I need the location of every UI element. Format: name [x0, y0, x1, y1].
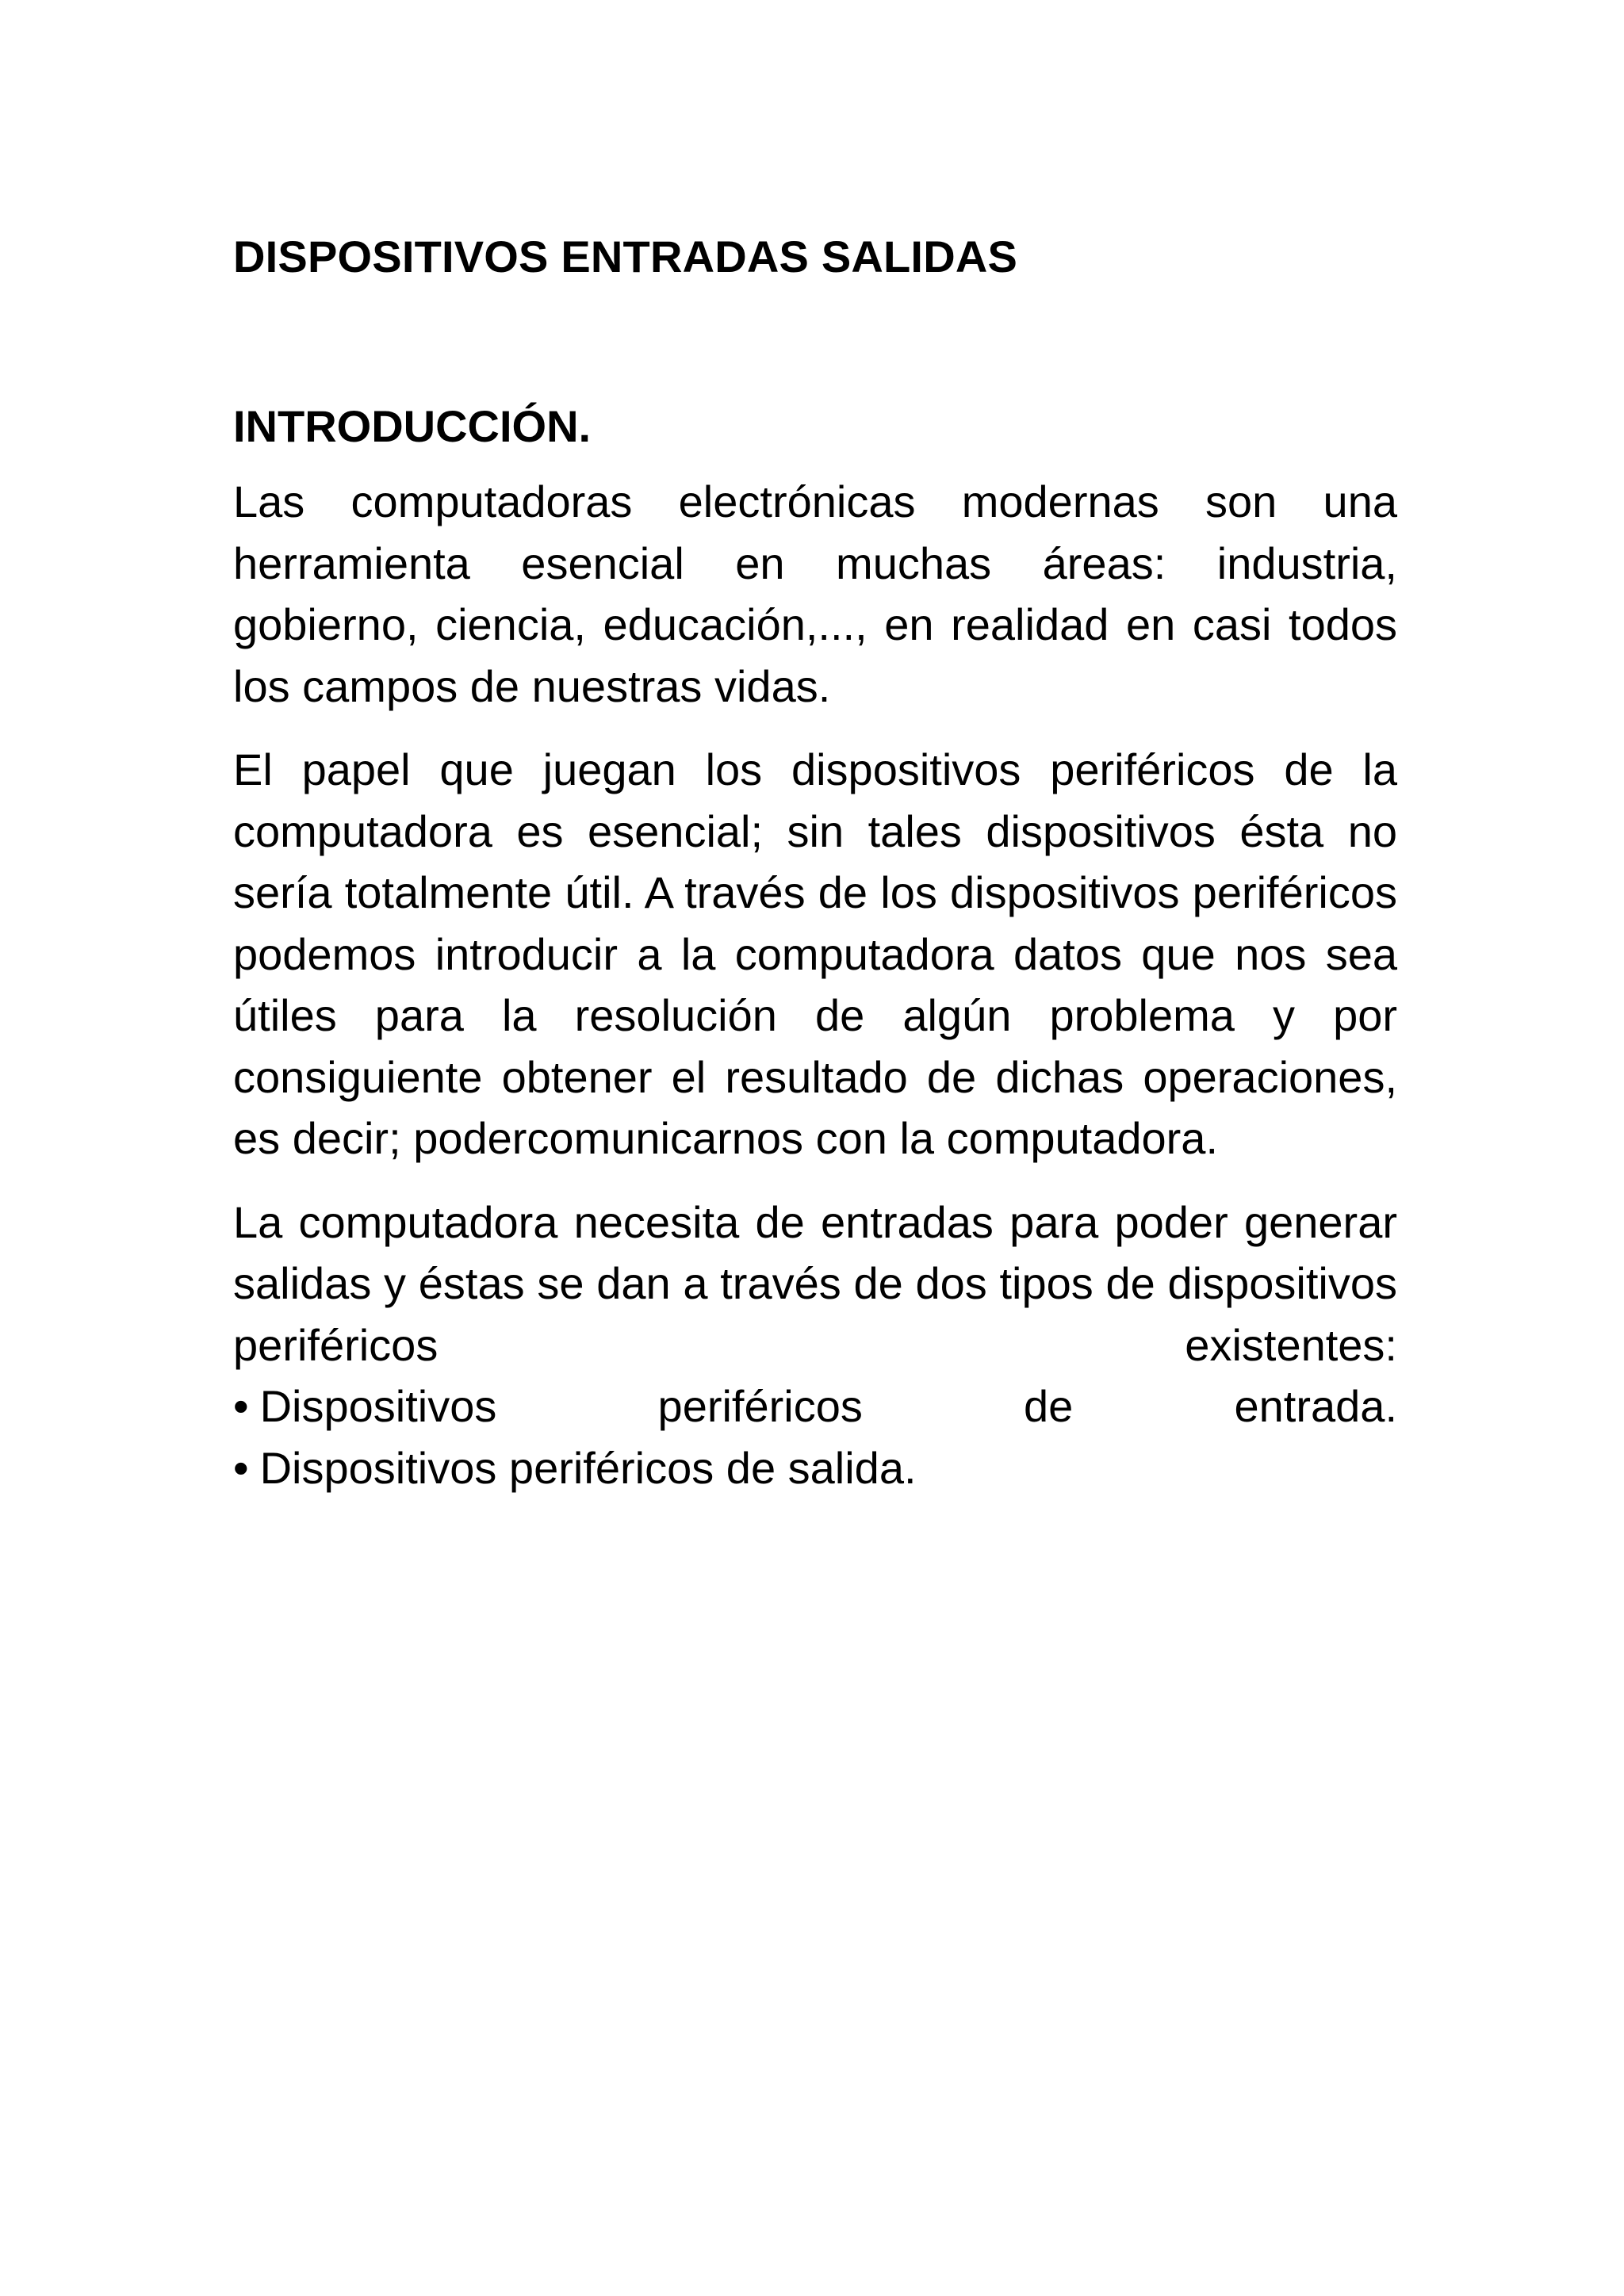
- paragraph-peripherals-role: El papel que juegan los dispositivos periféricos de la computadora es esencial; sin tales dispositivos ésta no sería totalmente útil. A través de los dispositivos periféricos podemos introducir a la computadora datos que nos sea útiles para la resolución de algún problema y por consiguiente obtener el resultado de dichas operaciones, es decir; podercomunicarnos con la computadora.: [233, 744, 1397, 1163]
- bullet-icon: •: [233, 1381, 249, 1431]
- paragraph-inputs-outputs: La computadora necesita de entradas para poder generar salidas y éstas se dan a través de dos tipos de dispositivos periféricos existentes:: [233, 1196, 1397, 1370]
- list-item-output-devices: [233, 1437, 1397, 1499]
- list-item-label: Dispositivos periféricos de salida.: [259, 1442, 917, 1493]
- document-body: [233, 224, 1397, 1498]
- paragraph-intro: Las computadoras electrónicas modernas son una herramienta esencial en muchas áreas: industria, gobierno, ciencia, educación,..., en realidad en casi todos los campos de nuestras vidas.: [233, 476, 1397, 711]
- device-types-list: [233, 1376, 1397, 1498]
- list-item-input-devices: [233, 1376, 1397, 1437]
- document-title: DISPOSITIVOS ENTRADAS SALIDAS: [233, 232, 1018, 281]
- list-item-label: Dispositivos periféricos de entrada.: [259, 1381, 1397, 1431]
- bullet-icon: •: [233, 1442, 249, 1493]
- section-heading-introduccion: INTRODUCCIÓN.: [233, 401, 592, 451]
